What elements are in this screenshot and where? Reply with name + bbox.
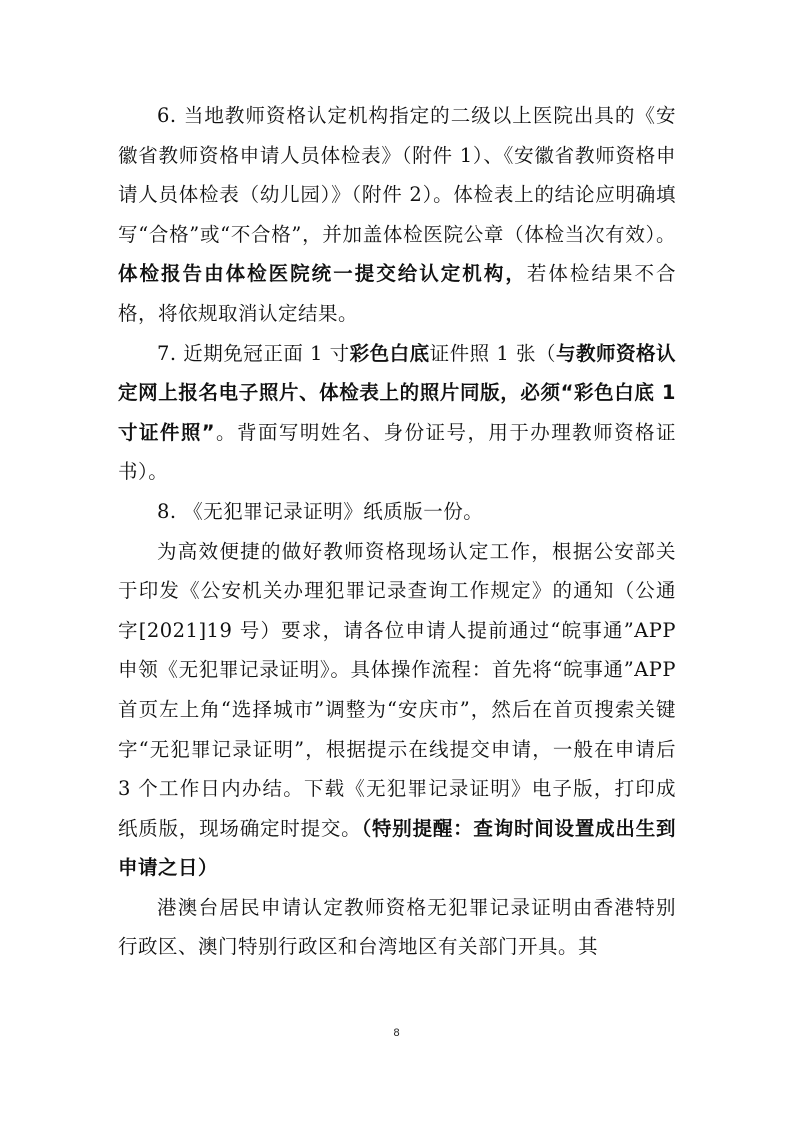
paragraph-item-7 bbox=[118, 334, 676, 492]
procedure-bold-reminder: （特别提醒：查询时间设置成出生到申请之日） bbox=[118, 816, 676, 880]
paragraph-hkmt bbox=[118, 888, 676, 967]
item7-bold-color: 彩色白底 bbox=[349, 341, 430, 365]
hkmt-text: 港澳台居民申请认定教师资格无犯罪记录证明由香港特别行政区、澳门特别行政区和台湾地区有关部门开具。其 bbox=[118, 895, 676, 959]
procedure-text: 为高效便捷的做好教师资格现场认定工作，根据公安部关于印发《公安机关办理犯罪记录查询工作规定》的通知（公通字[2021]19 号）要求，请各位申请人提前通过“皖事通”APP 申领《无犯罪记录证明》。具体操作流程：首先将“皖事通”APP 首页左上角“选择城市”调整为“安庆市”，然后在首页搜索关键字“无犯罪记录证明”，根据提示在线提交申请，一般在申请后 3 个工作日内办结。下载《无犯罪记录证明》电子版，打印成纸质版，现场确定时提交。 bbox=[118, 539, 676, 840]
item6-bold-note: 体检报告由体检医院统一提交给认定机构， bbox=[118, 262, 527, 286]
document-body bbox=[118, 96, 676, 967]
paragraph-item-8 bbox=[118, 492, 676, 532]
item6-after: 若体检结果不合格，将依规取消认定结果。 bbox=[118, 262, 676, 325]
item7-bold-requirement: 与教师资格认定网上报名电子照片、体检表上的照片同版，必须“彩色白底 1 寸证件照” bbox=[118, 341, 676, 444]
paragraph-item-6 bbox=[118, 96, 676, 334]
item6-text: 6. 当地教师资格认定机构指定的二级以上医院出具的《安徽省教师资格申请人员体检表》（附件 1）、《安徽省教师资格申请人员体检表（幼儿园）》（附件 2）。体检表上的结论应明确填写“合格”或“不合格”，并加盖体检医院公章（体检当次有效）。 bbox=[118, 104, 676, 246]
item7-after: 。背面写明姓名、身份证号，用于办理教师资格证书）。 bbox=[118, 420, 676, 484]
item8-text: 8. 《无犯罪记录证明》纸质版一份。 bbox=[157, 499, 484, 523]
paragraph-procedure bbox=[118, 532, 676, 888]
item7-mid: 证件照 1 张（ bbox=[429, 341, 556, 365]
page-number: 8 bbox=[393, 1027, 400, 1039]
item7-before: 7. 近期免冠正面 1 寸 bbox=[157, 341, 350, 365]
